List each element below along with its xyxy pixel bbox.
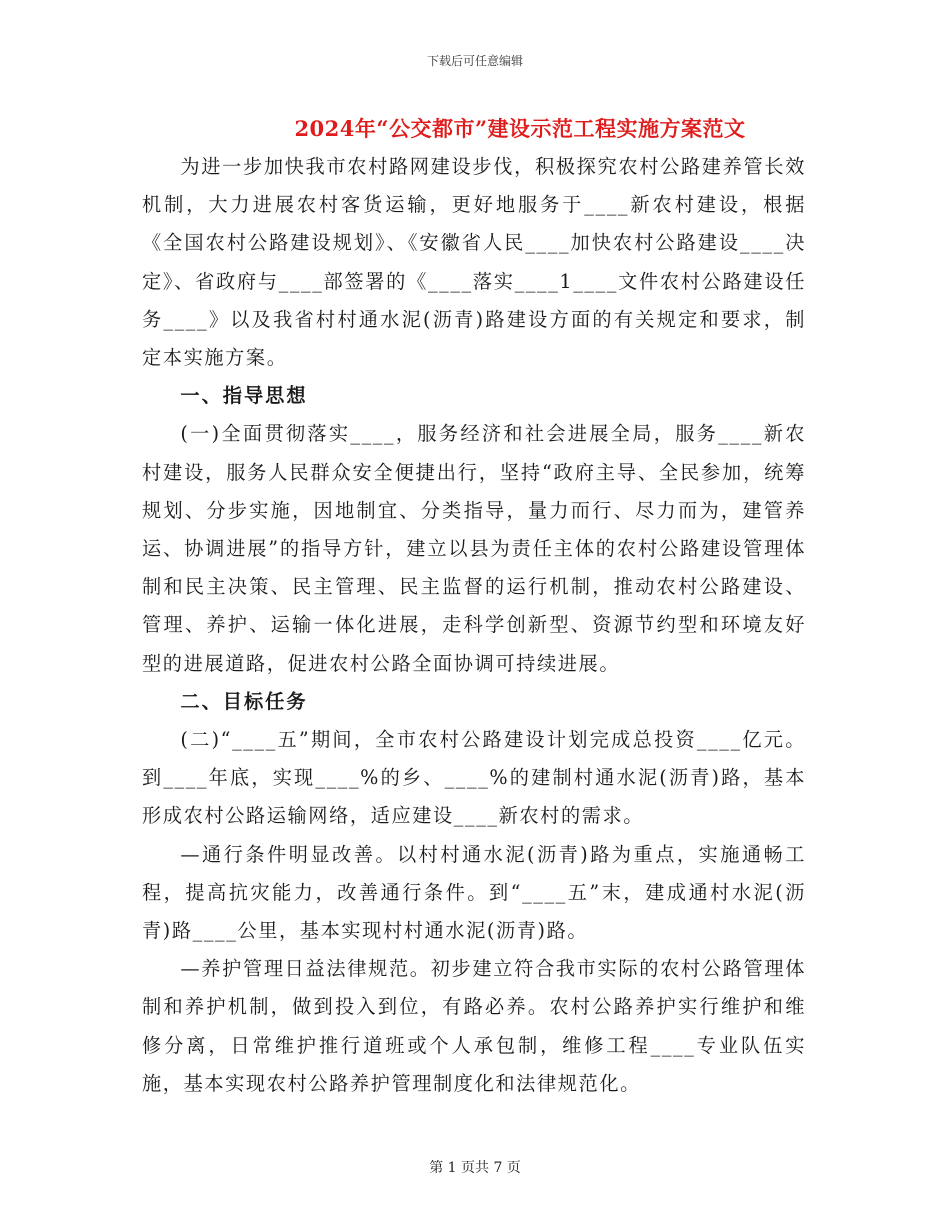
page-header-note: 下载后可任意编辑 (426, 54, 523, 68)
guiding-ideology-paragraph: (一)全面贯彻落实____，服务经济和社会进展全局，服务____新农村建设，服务人民群众安全便捷出行，坚持“政府主导、全民参加，统筹规划、分步实施，因地制宜、分类指导，量力而行、尽力而为，建管养运、协调进展”的指导方针，建立以县为责任主体的农村公路建设管理体制和民主决策、民主管理、民主监督的运行机制，推动农村公路建设、管理、养护、运输一体化进展，走科学创新型、资源节约型和环境友好型的进展道路，促进农村公路全面协调可持续进展。 (142, 422, 806, 675)
targets-paragraph: (二)“____五”期间，全市农村公路建设计划完成总投资____亿元。到____年底，实现____%的乡、____%的建制村通水泥(沥青)路，基本形成农村公路运输网络，适应建设____新农村的需求。 (142, 728, 806, 828)
document-body (142, 148, 806, 1103)
traffic-conditions-paragraph: —通行条件明显改善。以村村通水泥(沥青)路为重点，实施通畅工程，提高抗灾能力，改善通行条件。到“____五”末，建成通村水泥(沥青)路____公里，基本实现村村通水泥(沥青)路。 (142, 842, 806, 943)
page-footer: 第 1 页共 7 页 (429, 1160, 521, 1176)
document-title: 2024年“公交都市”建设示范工程实施方案范文 (294, 116, 746, 141)
maintenance-paragraph: —养护管理日益法律规范。初步建立符合我市实际的农村公路管理体制和养护机制，做到投入到位，有路必养。农村公路养护实行维护和维修分离，日常维护推行道班或个人承包制，维修工程____专业队伍实施，基本实现农村公路养护管理制度化和法律规范化。 (142, 957, 806, 1095)
section-heading-targets: 二、目标任务 (180, 689, 308, 713)
section-heading-guiding-ideology: 一、指导思想 (180, 384, 308, 408)
intro-paragraph: 为进一步加快我市农村路网建设步伐，积极探究农村公路建养管长效机制，大力进展农村客货运输，更好地服务于____新农村建设，根据《全国农村公路建设规划》、《安徽省人民____加快农村公路建设____决定》、省政府与____部签署的《____落实____1____文件农村公路建设任务____》以及我省村村通水泥(沥青)路建设方面的有关规定和要求，制定本实施方案。 (142, 155, 806, 370)
